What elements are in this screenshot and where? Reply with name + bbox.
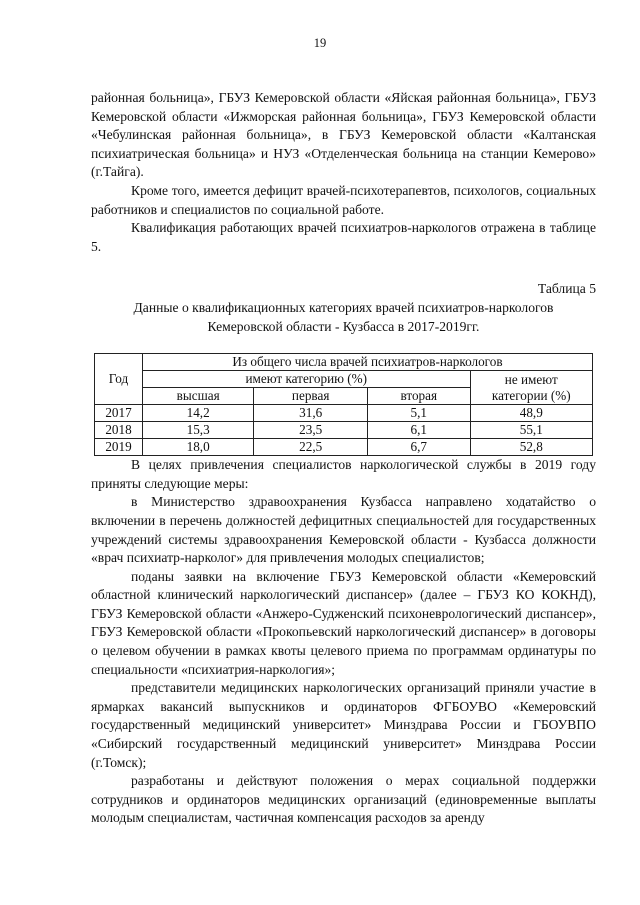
cell-second: 6,1 <box>368 422 471 439</box>
cell-year: 2017 <box>95 405 143 422</box>
cell-year: 2018 <box>95 422 143 439</box>
header-no-category-line1: не имеют <box>504 371 558 387</box>
cell-high: 15,3 <box>143 422 254 439</box>
table-row <box>95 439 593 456</box>
header-high: высшая <box>143 388 254 405</box>
header-second: вторая <box>368 388 471 405</box>
header-year: Год <box>95 354 143 405</box>
table-row <box>95 422 593 439</box>
cell-second: 6,7 <box>368 439 471 456</box>
page-number: 19 <box>313 36 327 50</box>
cell-none: 48,9 <box>470 405 592 422</box>
cell-first: 22,5 <box>254 439 368 456</box>
paragraph: в Министерство здравоохранения Кузбасса направлено ходатайство о включении в перечень должностей дефицитных специальностей для государственных учреждений системы здравоохранения Кемеровской области - Кузбасса должности «врач психиатр-нарколог» для привлечения молодых специалистов; <box>91 494 596 566</box>
cell-high: 14,2 <box>143 405 254 422</box>
table-header-row <box>95 354 593 371</box>
header-no-category <box>470 371 592 405</box>
table-number: Таблица 5 <box>537 281 596 297</box>
cell-none: 52,8 <box>470 439 592 456</box>
cell-first: 31,6 <box>254 405 368 422</box>
paragraph: Квалификация работающих врачей психиатров-наркологов отражена в таблице 5. <box>91 220 596 254</box>
paragraph: В целях привлечения специалистов наркологической службы в 2019 году приняты следующие меры: <box>91 457 596 491</box>
cell-high: 18,0 <box>143 439 254 456</box>
document-body <box>91 89 596 828</box>
paragraph: Кроме того, имеется дефицит врачей-психотерапевтов, психологов, социальных работников и специалистов по социальной работе. <box>91 182 596 217</box>
paragraph: районная больница», ГБУЗ Кемеровской области «Яйская районная больница», ГБУЗ Кемеровской области «Ижморская районная больница», ГБУЗ Кемеровской области «Чебулинская районная больница», в ГБУЗ Кемеровской области «Калтанская психиатрическая больница» и НУЗ «Отделенческая больница на станции Кемерово» (г.Тайга). <box>91 90 596 180</box>
cell-second: 5,1 <box>368 405 471 422</box>
header-first: первая <box>254 388 368 405</box>
cell-year: 2019 <box>95 439 143 456</box>
header-no-category-line2: категории (%) <box>491 387 571 403</box>
table-caption-line1: Данные о квалификационных категориях врачей психиатров-наркологов <box>133 299 554 315</box>
paragraph: представители медицинских наркологических организаций приняли участие в ярмарках вакансий выпускников и ординаторов ФГБОУВО «Кемеровский государственный медицинский университет» Минздрава России и ГБОУВПО «Сибирский государственный медицинский университет» Минздрава России (г.Томск); <box>91 680 596 770</box>
header-group: Из общего числа врачей психиатров-наркологов <box>143 354 593 371</box>
table-header-row <box>95 371 593 388</box>
qualification-table <box>94 353 593 456</box>
table-row <box>95 405 593 422</box>
header-have-category: имеют категорию (%) <box>143 371 471 388</box>
paragraph: разработаны и действуют положения о мерах социальной поддержки сотрудников и ординаторов медицинских организаций (единовременные выплаты молодым специалистам, частичная компенсация расходов за аренду <box>91 773 596 826</box>
table-caption-line2: Кемеровской области - Кузбасса в 2017-2019гг. <box>207 318 480 334</box>
cell-none: 55,1 <box>470 422 592 439</box>
cell-first: 23,5 <box>254 422 368 439</box>
paragraph: поданы заявки на включение ГБУЗ Кемеровской области «Кемеровский областной клинический наркологический диспансер» (далее – ГБУЗ КО КОКНД), ГБУЗ Кемеровской области «Анжеро-Судженский психоневрологический диспансер», ГБУЗ Кемеровской области «Прокопьевский наркологический диспансер» в договоры о целевом обучении в рамках квоты целевого приема по программам ординатуры по специальности «психиатрия-наркология»; <box>91 568 596 677</box>
